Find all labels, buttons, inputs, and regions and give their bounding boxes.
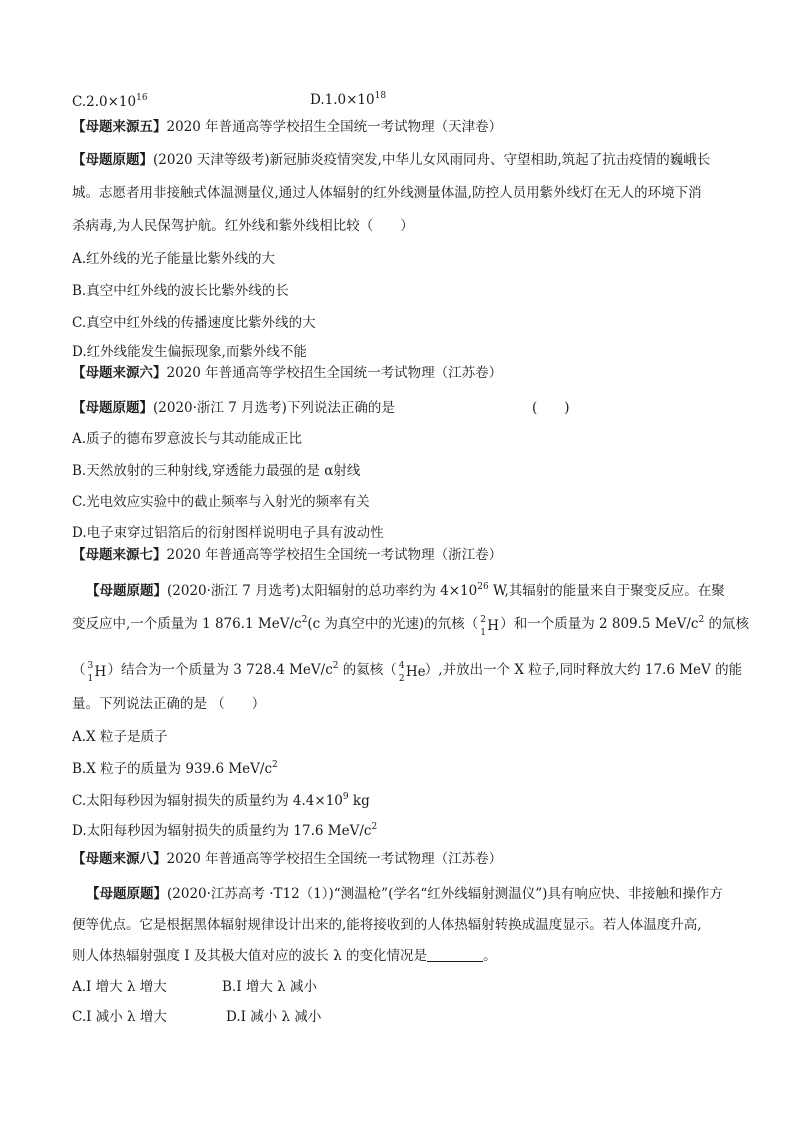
s8-option-d: D.I 减小 λ 减小 (226, 1009, 322, 1025)
s5-option-a: A.红外线的光子能量比紫外线的大 (72, 251, 276, 267)
s7-stem-line2: 变反应中,一个质量为 1 876.1 MeV/$c^2(c$ 为真空中的光速)的氘核（ 2 1 H ）和一个质量为 2 809.5 MeV/$c^2$ 的氚核 (72, 615, 750, 638)
s6-answer-paren: ( ) (532, 400, 570, 416)
s8-option-a: A.I 增大 λ 增大 (72, 979, 167, 995)
q0-option-c: $C.2.0\times 10^{16}$ (72, 93, 148, 110)
s7-stem-line1: 【母题原题】(2020·浙江 7 月选考)太阳辐射的总功率约为 $4\times 10^{26}$ W,其辐射的能量来自于聚变反应。在聚 (86, 582, 725, 599)
s7-option-a: A.X 粒子是质子 (72, 729, 168, 745)
s6-source: 【母题来源六】2020 年普通高等学校招生全国统一考试物理（江苏卷） (72, 365, 503, 381)
s6-option-a: A.质子的德布罗意波长与其动能成正比 (72, 431, 303, 447)
s5-source: 【母题来源五】2020 年普通高等学校招生全国统一考试物理（天津卷） (72, 119, 503, 135)
s5-stem-line3: 杀病毒,为人民保驾护航。红外线和紫外线相比较（ ） (72, 218, 414, 234)
q0-option-d: $D.1.0\times 10^{18}$ (310, 91, 387, 108)
q0-options-row (72, 92, 148, 112)
s7-source: 【母题来源七】2020 年普通高等学校招生全国统一考试物理（浙江卷） (72, 547, 503, 563)
deuterium-symbol: 2 1 H (480, 615, 499, 638)
s8-source: 【母题来源八】2020 年普通高等学校招生全国统一考试物理（江苏卷） (72, 851, 503, 867)
s8-option-b: B.I 增大 λ 减小 (222, 979, 317, 995)
s5-option-d: D.红外线能发生偏振现象,而紫外线不能 (72, 344, 307, 360)
s6-option-b: B.天然放射的三种射线,穿透能力最强的是 α射线 (72, 463, 361, 479)
helium-symbol: 4 2 He (398, 661, 426, 684)
s7-stem-line3: （ 3 1 H ）结合为一个质量为 3 728.4 MeV/$c^2$ 的氦核（ 4 2 He ）,并放出一个 X 粒子,同时释放大约 17.6 MeV 的能 (72, 661, 743, 684)
s7-option-c: C.太阳每秒因为辐射损失的质量约为 $4.4\times 10^9$ kg (72, 792, 370, 809)
tritium-symbol: 3 1 H (87, 661, 107, 684)
s7-option-d: D.太阳每秒因为辐射损失的质量约为 17.6 MeV/$c^2$ (72, 822, 378, 839)
s6-option-d: D.电子束穿过铝箔后的衍射图样说明电子具有波动性 (72, 525, 384, 541)
s7-option-b: B.X 粒子的质量为 939.6 MeV/$c^2$ (72, 760, 278, 777)
s5-option-b: B.真空中红外线的波长比紫外线的长 (72, 283, 289, 299)
s8-stem-line3: 则人体热辐射强度 I 及其极大值对应的波长 λ 的变化情况是 。 (72, 948, 497, 964)
s8-option-c: C.I 减小 λ 增大 (72, 1009, 167, 1025)
s7-stem-line4: 量。下列说法正确的是 （ ） (72, 696, 266, 712)
s5-stem-line2: 城。志愿者用非接触式体温测量仪,通过人体辐射的红外线测量体温,防控人员用紫外线灯在无人的环境下消 (72, 185, 702, 201)
s5-stem-line1: 【母题原题】(2020 天津等级考)新冠肺炎疫情突发,中华儿女风雨同舟、守望相助,筑起了抗击疫情的巍峨长 (72, 152, 711, 168)
s8-stem-line1: 【母题原题】(2020·江苏高考 ·T12（1）)“测温枪”(学名“红外线辐射测温仪”)具有响应快、非接触和操作方 (86, 886, 723, 902)
s6-option-c: C.光电效应实验中的截止频率与入射光的频率有关 (72, 494, 370, 510)
answer-blank (427, 947, 483, 962)
s5-option-c: C.真空中红外线的传播速度比紫外线的大 (72, 315, 316, 331)
s6-stem-line1: 【母题原题】(2020·浙江 7 月选考)下列说法正确的是 (72, 400, 395, 416)
s8-stem-line2: 便等优点。它是根据黑体辐射规律设计出来的,能将接收到的人体热辐射转换成温度显示。若人体温度升高, (72, 917, 702, 933)
